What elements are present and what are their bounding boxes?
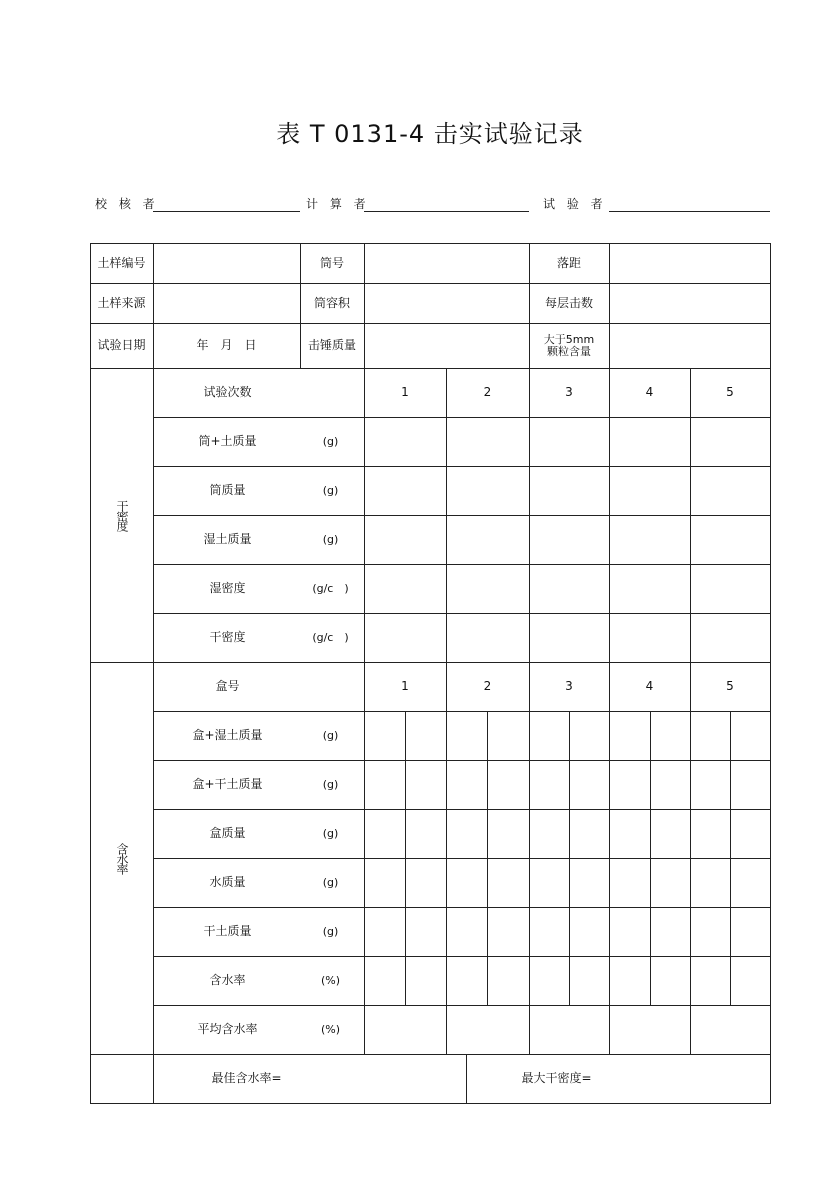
input-cell[interactable] <box>487 760 530 810</box>
max-dry-density-cell[interactable] <box>466 1054 771 1104</box>
input-cell[interactable] <box>609 907 651 957</box>
input-cell[interactable] <box>650 711 691 761</box>
input-cell[interactable] <box>529 515 610 565</box>
input-cell[interactable] <box>405 711 447 761</box>
input-cell[interactable] <box>690 417 771 467</box>
row-unit: (g) <box>322 533 339 546</box>
trial-header <box>153 368 365 418</box>
input-cell[interactable] <box>609 613 691 663</box>
row-label: 湿土质量 <box>203 532 252 546</box>
moisture-row <box>153 760 365 810</box>
input-cell[interactable] <box>569 907 610 957</box>
row-label: 平均含水率 <box>197 1022 258 1036</box>
row-label: 盒质量 <box>209 826 246 840</box>
optimum-moisture-cell[interactable] <box>153 1054 467 1104</box>
row-unit: (g) <box>322 876 339 889</box>
input-cell[interactable] <box>487 711 530 761</box>
input-cell[interactable] <box>690 956 731 1006</box>
input-cell[interactable] <box>569 956 610 1006</box>
row-unit: (g/c ) <box>312 631 349 644</box>
input-cell[interactable] <box>364 613 447 663</box>
sample-no-label-text: 土样编号 <box>97 255 146 270</box>
dry-density-row <box>153 613 365 663</box>
input-cell[interactable] <box>690 711 731 761</box>
cylinder-volume-label <box>300 283 365 324</box>
dry-density-row <box>153 417 365 467</box>
trial-number-text: 1 <box>401 385 409 399</box>
input-cell[interactable] <box>529 613 610 663</box>
input-cell[interactable] <box>609 1005 691 1055</box>
row-label: 湿密度 <box>209 581 246 595</box>
input-cell[interactable] <box>446 564 530 614</box>
row-label: 干密度 <box>209 630 246 644</box>
moisture-row <box>153 956 365 1006</box>
moisture-section-text: 含水率 <box>115 843 129 873</box>
input-cell[interactable] <box>364 711 406 761</box>
input-cell[interactable] <box>569 858 610 908</box>
row-unit: (%) <box>320 974 341 987</box>
input-cell[interactable] <box>650 760 691 810</box>
input-cell[interactable] <box>609 858 651 908</box>
row-unit: (g) <box>322 484 339 497</box>
box-number <box>529 662 610 712</box>
input-cell[interactable] <box>690 466 771 516</box>
input-cell[interactable] <box>405 956 447 1006</box>
coarse-line1: 大于5mm <box>543 332 595 346</box>
input-cell[interactable] <box>529 956 570 1006</box>
drop-height-label <box>529 243 610 284</box>
input-cell[interactable] <box>405 760 447 810</box>
average-moisture-row <box>153 1005 365 1055</box>
checker-label: 校 核 者 <box>95 197 159 211</box>
header-input-cell[interactable] <box>609 283 771 324</box>
input-cell[interactable] <box>364 1005 447 1055</box>
input-cell[interactable] <box>364 956 406 1006</box>
header-input-cell[interactable] <box>153 243 301 284</box>
trial-number-text: 3 <box>565 385 573 399</box>
coarse-content-text <box>544 334 594 358</box>
input-cell[interactable] <box>364 466 447 516</box>
dry-density-row <box>153 515 365 565</box>
input-cell[interactable] <box>364 417 447 467</box>
input-cell[interactable] <box>364 515 447 565</box>
input-cell[interactable] <box>609 809 651 859</box>
input-cell[interactable] <box>364 858 406 908</box>
input-cell[interactable] <box>690 1005 771 1055</box>
input-cell[interactable] <box>487 956 530 1006</box>
input-cell[interactable] <box>690 564 771 614</box>
box-number-text: 5 <box>726 679 734 693</box>
input-cell[interactable] <box>529 417 610 467</box>
row-label: 水质量 <box>209 875 246 889</box>
dry-density-section-text: 干密度 <box>115 500 129 530</box>
input-cell[interactable] <box>609 711 651 761</box>
input-cell[interactable] <box>529 760 570 810</box>
trial-number <box>609 368 691 418</box>
box-number <box>446 662 530 712</box>
input-cell[interactable] <box>405 907 447 957</box>
row-label: 含水率 <box>209 973 246 987</box>
sample-source-label-text: 土样来源 <box>97 295 146 310</box>
cylinder-no-label <box>300 243 365 284</box>
row-unit: (g) <box>322 729 339 742</box>
input-cell[interactable] <box>529 1005 610 1055</box>
trial-number <box>446 368 530 418</box>
input-cell[interactable] <box>609 564 691 614</box>
input-cell[interactable] <box>529 858 570 908</box>
input-cell[interactable] <box>446 858 488 908</box>
row-unit: (g) <box>322 778 339 791</box>
page-title: 表 T 0131-4 击实试验记录 <box>276 120 584 148</box>
input-cell[interactable] <box>609 515 691 565</box>
input-cell[interactable] <box>529 907 570 957</box>
input-cell[interactable] <box>569 760 610 810</box>
input-cell[interactable] <box>569 711 610 761</box>
row-unit: (g/c ) <box>312 582 349 595</box>
hammer-mass-label-text: 击锤质量 <box>307 338 356 352</box>
dry-density-section <box>90 368 154 663</box>
row-label: 筒+土质量 <box>198 434 257 448</box>
input-cell[interactable] <box>730 809 771 859</box>
dry-density-row <box>153 466 365 516</box>
sample-no-label <box>90 243 154 284</box>
input-cell[interactable] <box>650 809 691 859</box>
header-input-cell[interactable] <box>609 323 771 369</box>
input-cell[interactable] <box>529 564 610 614</box>
row-label: 试验次数 <box>203 385 252 399</box>
tester-label: 试 验 者 <box>543 197 607 211</box>
input-cell[interactable] <box>690 760 731 810</box>
input-cell[interactable] <box>730 711 771 761</box>
input-cell[interactable] <box>730 956 771 1006</box>
input-cell[interactable] <box>487 858 530 908</box>
header-input-cell[interactable] <box>609 243 771 284</box>
input-cell[interactable] <box>650 956 691 1006</box>
box-number-text: 3 <box>565 679 573 693</box>
header-input-cell[interactable] <box>364 243 530 284</box>
header-input-cell[interactable] <box>364 323 530 369</box>
input-cell[interactable] <box>446 760 488 810</box>
moisture-row <box>153 809 365 859</box>
tester-field[interactable] <box>609 211 770 212</box>
max-dry-density-label: 最大干密度= <box>521 1071 592 1085</box>
input-cell[interactable] <box>364 564 447 614</box>
input-cell[interactable] <box>690 858 731 908</box>
input-cell[interactable] <box>405 858 447 908</box>
input-cell[interactable] <box>730 858 771 908</box>
drop-height-label-text: 落距 <box>556 255 581 270</box>
moisture-row <box>153 907 365 957</box>
input-cell[interactable] <box>690 809 731 859</box>
input-cell[interactable] <box>529 711 570 761</box>
trial-number <box>364 368 447 418</box>
row-label: 盒+湿土质量 <box>192 728 263 742</box>
input-cell[interactable] <box>446 515 530 565</box>
input-cell[interactable] <box>730 760 771 810</box>
input-cell[interactable] <box>650 858 691 908</box>
row-label: 干土质量 <box>203 924 252 938</box>
dry-density-row <box>153 564 365 614</box>
trial-number-text: 4 <box>645 385 654 399</box>
sample-source-label <box>90 283 154 324</box>
input-cell[interactable] <box>690 613 771 663</box>
input-cell[interactable] <box>529 809 570 859</box>
input-cell[interactable] <box>405 809 447 859</box>
calculator-field[interactable] <box>364 211 529 212</box>
checker-field[interactable] <box>153 211 300 212</box>
input-cell[interactable] <box>650 907 691 957</box>
input-cell[interactable] <box>609 466 691 516</box>
optimum-moisture-label: 最佳含水率= <box>211 1071 282 1085</box>
input-cell[interactable] <box>690 515 771 565</box>
input-cell[interactable] <box>609 760 651 810</box>
trial-number <box>690 368 771 418</box>
hammer-mass-label <box>300 323 365 369</box>
header-input-cell[interactable] <box>364 283 530 324</box>
box-number <box>609 662 691 712</box>
input-cell[interactable] <box>446 711 488 761</box>
input-cell[interactable] <box>730 907 771 957</box>
blows-per-layer-label <box>529 283 610 324</box>
input-cell[interactable] <box>446 466 530 516</box>
trial-number-text: 2 <box>483 385 492 399</box>
box-number-text: 2 <box>483 679 492 693</box>
input-cell[interactable] <box>609 956 651 1006</box>
input-cell[interactable] <box>569 809 610 859</box>
moisture-row <box>153 711 365 761</box>
input-cell[interactable] <box>690 907 731 957</box>
input-cell[interactable] <box>446 613 530 663</box>
input-cell[interactable] <box>446 956 488 1006</box>
input-cell[interactable] <box>364 907 406 957</box>
input-cell[interactable] <box>487 809 530 859</box>
test-date-label <box>90 323 154 369</box>
input-cell[interactable] <box>487 907 530 957</box>
cylinder-volume-label-text: 筒容积 <box>313 295 350 310</box>
row-unit: (g) <box>322 435 339 448</box>
date-value-value[interactable] <box>153 323 301 369</box>
box-number <box>690 662 771 712</box>
coarse-content-label <box>529 323 610 369</box>
input-cell[interactable] <box>364 809 406 859</box>
box-number <box>364 662 447 712</box>
header-input-cell[interactable] <box>153 283 301 324</box>
summary-blank-cell <box>90 1054 154 1104</box>
date-value-value-text: 年 月 日 <box>196 338 257 352</box>
coarse-line2: 颗粒含量 <box>547 344 591 358</box>
input-cell[interactable] <box>364 760 406 810</box>
row-unit: (g) <box>322 827 339 840</box>
cylinder-no-label-text: 筒号 <box>319 255 344 270</box>
blows-per-layer-label-text: 每层击数 <box>544 295 593 310</box>
moisture-row <box>153 858 365 908</box>
trial-number-text: 5 <box>726 385 734 399</box>
test-date-label-text: 试验日期 <box>97 338 146 352</box>
input-cell[interactable] <box>446 809 488 859</box>
box-number-text: 4 <box>645 679 654 693</box>
box-header <box>153 662 365 712</box>
input-cell[interactable] <box>529 466 610 516</box>
input-cell[interactable] <box>446 1005 530 1055</box>
input-cell[interactable] <box>609 417 691 467</box>
row-label: 盒+干土质量 <box>192 777 263 791</box>
row-label: 盒号 <box>215 679 240 693</box>
moisture-section <box>90 662 154 1055</box>
calculator-label: 计 算 者 <box>306 197 370 211</box>
row-unit: (g) <box>322 925 339 938</box>
trial-number <box>529 368 610 418</box>
row-unit: (%) <box>320 1023 341 1036</box>
input-cell[interactable] <box>446 907 488 957</box>
box-number-text: 1 <box>401 679 409 693</box>
row-label: 筒质量 <box>209 483 246 497</box>
input-cell[interactable] <box>446 417 530 467</box>
